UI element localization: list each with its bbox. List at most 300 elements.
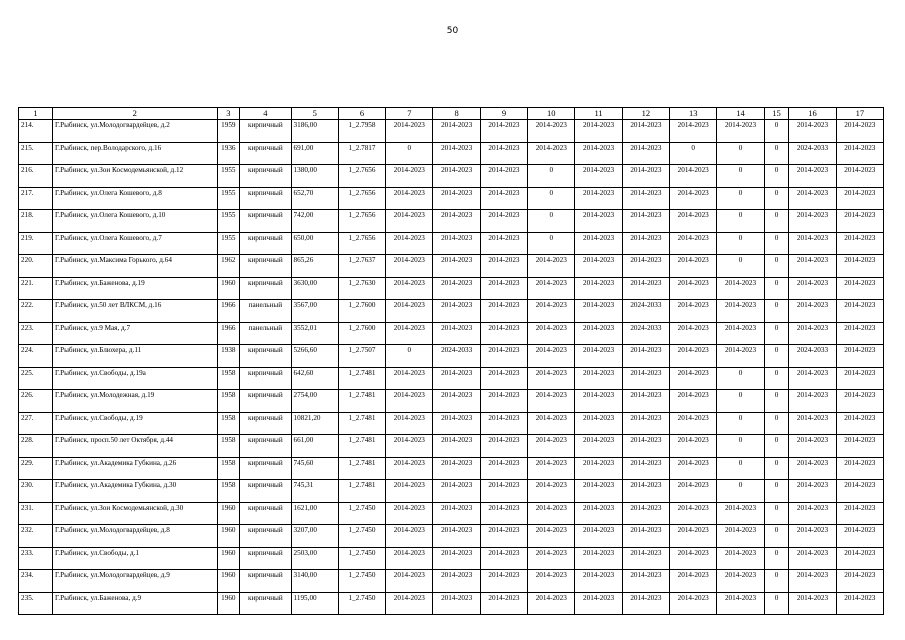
period-col-16-cell: 2014-2023 (789, 457, 836, 480)
code-cell: 1_2.7481 (338, 367, 385, 390)
period-col-17-cell: 2014-2023 (836, 322, 883, 345)
period-col-7-cell: 2014-2023 (386, 570, 433, 593)
period-col-16-cell: 2014-2023 (789, 547, 836, 570)
code-cell: 1_2.7630 (338, 277, 385, 300)
period-col-11-cell: 2014-2023 (575, 232, 622, 255)
period-col-16-cell: 2024-2033 (789, 142, 836, 165)
row-number-cell: 233. (19, 547, 53, 570)
period-col-8-cell: 2014-2023 (433, 277, 480, 300)
period-col-7-cell: 2014-2023 (386, 232, 433, 255)
period-col-11-cell: 2014-2023 (575, 457, 622, 480)
address-cell: Г.Рыбинск, ул.Баженова, д.9 (52, 592, 217, 615)
code-cell: 1_2.7958 (338, 120, 385, 143)
period-col-17-cell: 2014-2023 (836, 457, 883, 480)
area-cell: 2754,00 (291, 390, 338, 413)
year-built-cell: 1958 (217, 390, 240, 413)
area-cell: 742,00 (291, 210, 338, 233)
period-col-16-cell: 2014-2023 (789, 120, 836, 143)
period-col-16-cell: 2014-2023 (789, 502, 836, 525)
period-col-13-cell: 2014-2023 (670, 232, 717, 255)
address-cell: Г.Рыбинск, ул.Молодежная, д.19 (52, 390, 217, 413)
column-header: 17 (836, 108, 883, 120)
year-built-cell: 1966 (217, 300, 240, 323)
address-cell: Г.Рыбинск, пер.Володарского, д.16 (52, 142, 217, 165)
period-col-11-cell: 2014-2023 (575, 480, 622, 503)
year-built-cell: 1955 (217, 165, 240, 188)
period-col-7-cell: 2014-2023 (386, 525, 433, 548)
period-col-16-cell: 2024-2033 (789, 345, 836, 368)
row-number-cell: 224. (19, 345, 53, 368)
area-cell: 745,31 (291, 480, 338, 503)
wall-material-cell: кирпичный (240, 525, 291, 548)
period-col-10-cell: 0 (528, 187, 575, 210)
period-col-9-cell: 2014-2023 (480, 345, 527, 368)
period-col-9-cell: 2014-2023 (480, 547, 527, 570)
period-col-13-cell: 2014-2023 (670, 187, 717, 210)
period-col-13-cell: 2014-2023 (670, 435, 717, 458)
period-col-16-cell: 2014-2023 (789, 592, 836, 615)
year-built-cell: 1959 (217, 120, 240, 143)
area-cell: 1195,00 (291, 592, 338, 615)
column-header: 7 (386, 108, 433, 120)
address-cell: Г.Рыбинск, ул.Зои Космодемьянской, д.30 (52, 502, 217, 525)
period-col-11-cell: 2014-2023 (575, 120, 622, 143)
column-header: 15 (764, 108, 789, 120)
table-row (19, 210, 884, 233)
page-number: 50 (446, 26, 459, 36)
address-cell: Г.Рыбинск, ул.Молодогвардейцев, д.2 (52, 120, 217, 143)
column-header: 3 (217, 108, 240, 120)
period-col-9-cell: 2014-2023 (480, 210, 527, 233)
wall-material-cell: кирпичный (240, 480, 291, 503)
row-number-cell: 228. (19, 435, 53, 458)
period-col-11-cell: 2014-2023 (575, 502, 622, 525)
period-col-14-cell: 0 (717, 390, 764, 413)
code-cell: 1_2.7481 (338, 480, 385, 503)
period-col-14-cell: 2014-2023 (717, 120, 764, 143)
table-row (19, 570, 884, 593)
period-col-7-cell: 2014-2023 (386, 547, 433, 570)
period-col-8-cell: 2024-2033 (433, 345, 480, 368)
period-col-14-cell: 0 (717, 232, 764, 255)
period-col-14-cell: 2014-2023 (717, 322, 764, 345)
address-cell: Г.Рыбинск, ул.Олега Кошевого, д.8 (52, 187, 217, 210)
period-col-13-cell: 2014-2023 (670, 547, 717, 570)
wall-material-cell: кирпичный (240, 547, 291, 570)
address-cell: Г.Рыбинск, ул.9 Мая, д.7 (52, 322, 217, 345)
address-cell: Г.Рыбинск, ул.Академика Губкина, д.30 (52, 480, 217, 503)
year-built-cell: 1960 (217, 502, 240, 525)
year-built-cell: 1955 (217, 187, 240, 210)
address-cell: Г.Рыбинск, ул.Зои Космодемьянской, д.12 (52, 165, 217, 188)
period-col-10-cell: 2014-2023 (528, 592, 575, 615)
period-col-16-cell: 2014-2023 (789, 232, 836, 255)
value-col-15-cell: 0 (764, 367, 789, 390)
period-col-12-cell: 2014-2023 (622, 480, 669, 503)
table-row (19, 300, 884, 323)
year-built-cell: 1955 (217, 232, 240, 255)
period-col-14-cell: 2014-2023 (717, 277, 764, 300)
code-cell: 1_2.7656 (338, 165, 385, 188)
period-col-8-cell: 2014-2023 (433, 502, 480, 525)
row-number-cell: 215. (19, 142, 53, 165)
year-built-cell: 1958 (217, 457, 240, 480)
period-col-8-cell: 2014-2023 (433, 165, 480, 188)
table-row (19, 277, 884, 300)
period-col-14-cell: 0 (717, 480, 764, 503)
wall-material-cell: кирпичный (240, 457, 291, 480)
period-col-9-cell: 2014-2023 (480, 187, 527, 210)
period-col-8-cell: 2014-2023 (433, 457, 480, 480)
period-col-13-cell: 2014-2023 (670, 480, 717, 503)
address-cell: Г.Рыбинск, ул.Свободы, д.19а (52, 367, 217, 390)
row-number-cell: 230. (19, 480, 53, 503)
year-built-cell: 1960 (217, 277, 240, 300)
row-number-cell: 227. (19, 412, 53, 435)
period-col-12-cell: 2014-2023 (622, 412, 669, 435)
value-col-15-cell: 0 (764, 255, 789, 278)
period-col-13-cell: 2014-2023 (670, 390, 717, 413)
table-row (19, 322, 884, 345)
value-col-15-cell: 0 (764, 210, 789, 233)
period-col-16-cell: 2014-2023 (789, 390, 836, 413)
value-col-15-cell: 0 (764, 390, 789, 413)
year-built-cell: 1936 (217, 142, 240, 165)
column-header: 2 (52, 108, 217, 120)
period-col-14-cell: 0 (717, 412, 764, 435)
area-cell: 1380,00 (291, 165, 338, 188)
address-cell: Г.Рыбинск, ул.Блюхера, д.11 (52, 345, 217, 368)
period-col-7-cell: 2014-2023 (386, 165, 433, 188)
table-row (19, 367, 884, 390)
column-header: 8 (433, 108, 480, 120)
period-col-16-cell: 2014-2023 (789, 255, 836, 278)
period-col-16-cell: 2014-2023 (789, 322, 836, 345)
period-col-13-cell: 2014-2023 (670, 345, 717, 368)
year-built-cell: 1958 (217, 480, 240, 503)
wall-material-cell: кирпичный (240, 502, 291, 525)
period-col-16-cell: 2014-2023 (789, 165, 836, 188)
period-col-7-cell: 2014-2023 (386, 480, 433, 503)
table-row (19, 502, 884, 525)
period-col-9-cell: 2014-2023 (480, 480, 527, 503)
period-col-17-cell: 2014-2023 (836, 367, 883, 390)
area-cell: 3552,01 (291, 322, 338, 345)
year-built-cell: 1960 (217, 570, 240, 593)
period-col-13-cell: 2014-2023 (670, 525, 717, 548)
period-col-12-cell: 2014-2023 (622, 187, 669, 210)
value-col-15-cell: 0 (764, 525, 789, 548)
period-col-17-cell: 2014-2023 (836, 210, 883, 233)
row-number-cell: 222. (19, 300, 53, 323)
row-number-cell: 214. (19, 120, 53, 143)
period-col-10-cell: 2014-2023 (528, 570, 575, 593)
period-col-11-cell: 2014-2023 (575, 390, 622, 413)
period-col-10-cell: 2014-2023 (528, 120, 575, 143)
period-col-7-cell: 2014-2023 (386, 592, 433, 615)
wall-material-cell: панельный (240, 300, 291, 323)
address-cell: Г.Рыбинск, ул.Свободы, д.1 (52, 547, 217, 570)
period-col-10-cell: 0 (528, 210, 575, 233)
period-col-14-cell: 2014-2023 (717, 345, 764, 368)
year-built-cell: 1960 (217, 547, 240, 570)
code-cell: 1_2.7450 (338, 547, 385, 570)
area-cell: 642,60 (291, 367, 338, 390)
period-col-7-cell: 2014-2023 (386, 502, 433, 525)
area-cell: 3567,00 (291, 300, 338, 323)
value-col-15-cell: 0 (764, 412, 789, 435)
period-col-17-cell: 2014-2023 (836, 232, 883, 255)
value-col-15-cell: 0 (764, 592, 789, 615)
column-header: 5 (291, 108, 338, 120)
period-col-10-cell: 2014-2023 (528, 412, 575, 435)
value-col-15-cell: 0 (764, 547, 789, 570)
value-col-15-cell: 0 (764, 345, 789, 368)
period-col-14-cell: 2014-2023 (717, 525, 764, 548)
period-col-9-cell: 2014-2023 (480, 120, 527, 143)
area-cell: 650,00 (291, 232, 338, 255)
period-col-13-cell: 2014-2023 (670, 457, 717, 480)
period-col-13-cell: 2014-2023 (670, 367, 717, 390)
period-col-9-cell: 2014-2023 (480, 165, 527, 188)
value-col-15-cell: 0 (764, 142, 789, 165)
period-col-8-cell: 2014-2023 (433, 435, 480, 458)
period-col-13-cell: 2014-2023 (670, 277, 717, 300)
column-header: 11 (575, 108, 622, 120)
period-col-13-cell: 2014-2023 (670, 120, 717, 143)
code-cell: 1_2.7656 (338, 232, 385, 255)
header-row (19, 108, 884, 120)
period-col-12-cell: 2014-2023 (622, 525, 669, 548)
period-col-9-cell: 2014-2023 (480, 435, 527, 458)
period-col-16-cell: 2014-2023 (789, 412, 836, 435)
period-col-12-cell: 2014-2023 (622, 232, 669, 255)
period-col-7-cell: 2014-2023 (386, 210, 433, 233)
period-col-7-cell: 2014-2023 (386, 120, 433, 143)
period-col-17-cell: 2014-2023 (836, 525, 883, 548)
period-col-9-cell: 2014-2023 (480, 322, 527, 345)
period-col-11-cell: 2014-2023 (575, 345, 622, 368)
period-col-12-cell: 2014-2023 (622, 277, 669, 300)
table-row (19, 120, 884, 143)
year-built-cell: 1955 (217, 210, 240, 233)
wall-material-cell: кирпичный (240, 570, 291, 593)
period-col-7-cell: 2014-2023 (386, 367, 433, 390)
column-header: 14 (717, 108, 764, 120)
period-col-11-cell: 2014-2023 (575, 277, 622, 300)
period-col-14-cell: 0 (717, 142, 764, 165)
period-col-12-cell: 2014-2023 (622, 142, 669, 165)
area-cell: 3186,00 (291, 120, 338, 143)
row-number-cell: 229. (19, 457, 53, 480)
period-col-9-cell: 2014-2023 (480, 390, 527, 413)
period-col-9-cell: 2014-2023 (480, 570, 527, 593)
area-cell: 1621,00 (291, 502, 338, 525)
period-col-14-cell: 0 (717, 255, 764, 278)
period-col-12-cell: 2014-2023 (622, 502, 669, 525)
code-cell: 1_2.7637 (338, 255, 385, 278)
period-col-17-cell: 2014-2023 (836, 300, 883, 323)
period-col-11-cell: 2014-2023 (575, 210, 622, 233)
area-cell: 5266,60 (291, 345, 338, 368)
period-col-7-cell: 2014-2023 (386, 435, 433, 458)
period-col-12-cell: 2024-2033 (622, 300, 669, 323)
period-col-7-cell: 2014-2023 (386, 277, 433, 300)
wall-material-cell: кирпичный (240, 435, 291, 458)
year-built-cell: 1958 (217, 435, 240, 458)
period-col-9-cell: 2014-2023 (480, 502, 527, 525)
address-cell: Г.Рыбинск, ул.Свободы, д.19 (52, 412, 217, 435)
period-col-12-cell: 2014-2023 (622, 435, 669, 458)
code-cell: 1_2.7450 (338, 570, 385, 593)
column-header: 12 (622, 108, 669, 120)
value-col-15-cell: 0 (764, 232, 789, 255)
wall-material-cell: кирпичный (240, 367, 291, 390)
period-col-16-cell: 2014-2023 (789, 480, 836, 503)
period-col-10-cell: 2014-2023 (528, 390, 575, 413)
table-row (19, 592, 884, 615)
period-col-17-cell: 2014-2023 (836, 480, 883, 503)
wall-material-cell: кирпичный (240, 165, 291, 188)
period-col-14-cell: 0 (717, 367, 764, 390)
period-col-11-cell: 2014-2023 (575, 165, 622, 188)
area-cell: 661,00 (291, 435, 338, 458)
period-col-9-cell: 2014-2023 (480, 232, 527, 255)
period-col-13-cell: 2014-2023 (670, 502, 717, 525)
period-col-17-cell: 2014-2023 (836, 412, 883, 435)
code-cell: 1_2.7817 (338, 142, 385, 165)
area-cell: 691,00 (291, 142, 338, 165)
wall-material-cell: кирпичный (240, 277, 291, 300)
year-built-cell: 1960 (217, 525, 240, 548)
table-row (19, 480, 884, 503)
period-col-11-cell: 2014-2023 (575, 570, 622, 593)
table-row (19, 165, 884, 188)
address-cell: Г.Рыбинск, ул.Баженова, д.19 (52, 277, 217, 300)
period-col-7-cell: 0 (386, 142, 433, 165)
period-col-10-cell: 0 (528, 232, 575, 255)
wall-material-cell: кирпичный (240, 390, 291, 413)
column-header: 10 (528, 108, 575, 120)
period-col-11-cell: 2014-2023 (575, 592, 622, 615)
table-row (19, 435, 884, 458)
column-header: 6 (338, 108, 385, 120)
year-built-cell: 1962 (217, 255, 240, 278)
period-col-8-cell: 2014-2023 (433, 390, 480, 413)
code-cell: 1_2.7507 (338, 345, 385, 368)
code-cell: 1_2.7656 (338, 210, 385, 233)
period-col-10-cell: 2014-2023 (528, 255, 575, 278)
value-col-15-cell: 0 (764, 322, 789, 345)
period-col-9-cell: 2014-2023 (480, 412, 527, 435)
period-col-14-cell: 2014-2023 (717, 570, 764, 593)
period-col-8-cell: 2014-2023 (433, 592, 480, 615)
column-header: 4 (240, 108, 291, 120)
period-col-9-cell: 2014-2023 (480, 457, 527, 480)
period-col-13-cell: 2014-2023 (670, 592, 717, 615)
housing-table (18, 107, 884, 615)
period-col-13-cell: 0 (670, 142, 717, 165)
period-col-10-cell: 2014-2023 (528, 547, 575, 570)
period-col-8-cell: 2014-2023 (433, 570, 480, 593)
period-col-8-cell: 2014-2023 (433, 142, 480, 165)
period-col-14-cell: 0 (717, 165, 764, 188)
period-col-10-cell: 2014-2023 (528, 480, 575, 503)
wall-material-cell: кирпичный (240, 120, 291, 143)
period-col-16-cell: 2014-2023 (789, 570, 836, 593)
period-col-14-cell: 0 (717, 210, 764, 233)
period-col-11-cell: 2014-2023 (575, 367, 622, 390)
wall-material-cell: панельный (240, 322, 291, 345)
period-col-12-cell: 2024-2033 (622, 322, 669, 345)
period-col-14-cell: 2014-2023 (717, 300, 764, 323)
year-built-cell: 1960 (217, 592, 240, 615)
period-col-7-cell: 2014-2023 (386, 187, 433, 210)
period-col-11-cell: 2014-2023 (575, 435, 622, 458)
code-cell: 1_2.7656 (338, 187, 385, 210)
period-col-8-cell: 2014-2023 (433, 367, 480, 390)
area-cell: 2503,00 (291, 547, 338, 570)
period-col-13-cell: 2014-2023 (670, 412, 717, 435)
address-cell: Г.Рыбинск, просп.50 лет Октября, д.44 (52, 435, 217, 458)
period-col-10-cell: 2014-2023 (528, 142, 575, 165)
row-number-cell: 225. (19, 367, 53, 390)
area-cell: 3630,00 (291, 277, 338, 300)
code-cell: 1_2.7450 (338, 525, 385, 548)
period-col-9-cell: 2014-2023 (480, 592, 527, 615)
period-col-11-cell: 2014-2023 (575, 142, 622, 165)
period-col-7-cell: 2014-2023 (386, 390, 433, 413)
row-number-cell: 219. (19, 232, 53, 255)
table-row (19, 255, 884, 278)
period-col-7-cell: 2014-2023 (386, 457, 433, 480)
table-row (19, 390, 884, 413)
column-header: 13 (670, 108, 717, 120)
period-col-14-cell: 2014-2023 (717, 502, 764, 525)
period-col-16-cell: 2014-2023 (789, 367, 836, 390)
period-col-8-cell: 2014-2023 (433, 547, 480, 570)
address-cell: Г.Рыбинск, ул.Олега Кошевого, д.10 (52, 210, 217, 233)
period-col-10-cell: 2014-2023 (528, 277, 575, 300)
period-col-13-cell: 2014-2023 (670, 570, 717, 593)
value-col-15-cell: 0 (764, 502, 789, 525)
address-cell: Г.Рыбинск, ул.Максима Горького, д.64 (52, 255, 217, 278)
code-cell: 1_2.7450 (338, 592, 385, 615)
period-col-8-cell: 2014-2023 (433, 255, 480, 278)
period-col-11-cell: 2014-2023 (575, 255, 622, 278)
area-cell: 3140,00 (291, 570, 338, 593)
period-col-10-cell: 2014-2023 (528, 322, 575, 345)
period-col-17-cell: 2014-2023 (836, 570, 883, 593)
table-row (19, 187, 884, 210)
period-col-10-cell: 2014-2023 (528, 367, 575, 390)
period-col-8-cell: 2014-2023 (433, 412, 480, 435)
wall-material-cell: кирпичный (240, 345, 291, 368)
value-col-15-cell: 0 (764, 165, 789, 188)
value-col-15-cell: 0 (764, 570, 789, 593)
row-number-cell: 220. (19, 255, 53, 278)
period-col-17-cell: 2014-2023 (836, 187, 883, 210)
period-col-9-cell: 2014-2023 (480, 255, 527, 278)
period-col-12-cell: 2014-2023 (622, 345, 669, 368)
period-col-10-cell: 2014-2023 (528, 300, 575, 323)
period-col-17-cell: 2014-2023 (836, 120, 883, 143)
period-col-13-cell: 2014-2023 (670, 255, 717, 278)
year-built-cell: 1938 (217, 345, 240, 368)
wall-material-cell: кирпичный (240, 142, 291, 165)
period-col-11-cell: 2014-2023 (575, 300, 622, 323)
column-header: 1 (19, 108, 53, 120)
